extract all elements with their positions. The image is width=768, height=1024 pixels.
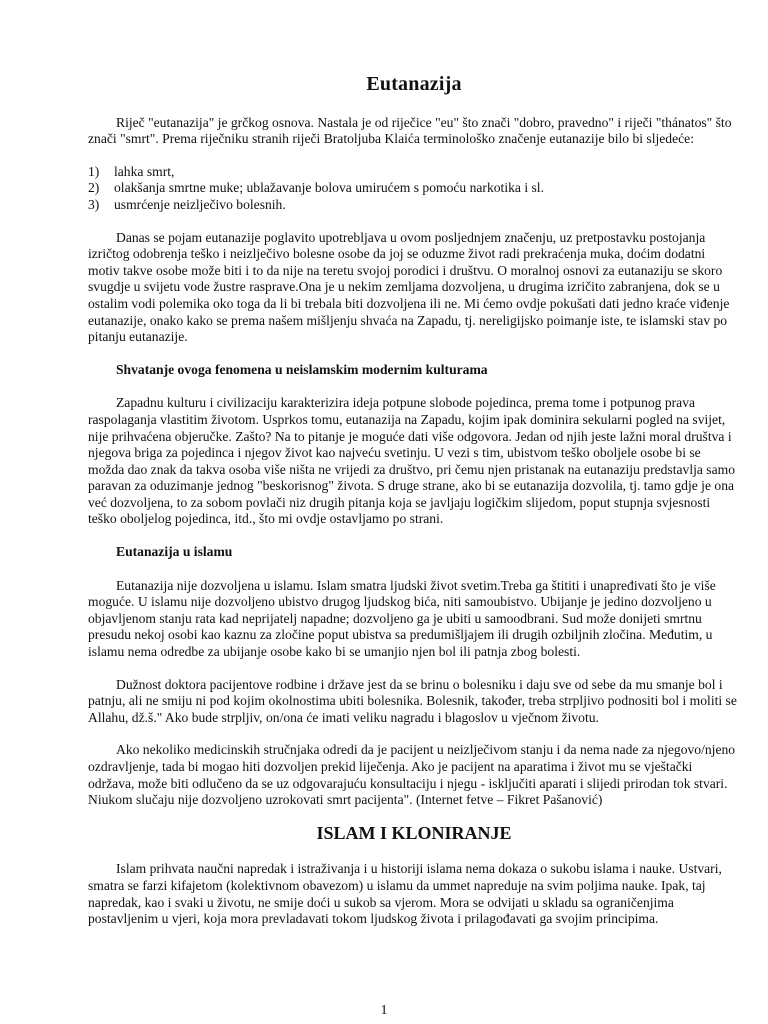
- list-item-number: 2): [88, 180, 100, 196]
- list-item-text: usmrćenje neizlječivo bolesnih.: [114, 196, 286, 212]
- list-item-number: 3): [88, 196, 100, 212]
- list-item: [88, 197, 740, 214]
- list-item-text: olakšanja smrtne muke; ublažavanje bolova umirućem s pomoću narkotika i sl.: [114, 180, 544, 196]
- definition-list: [88, 164, 740, 214]
- paragraph-doctor-duty: Dužnost doktora pacijentove rodbine i države jest da se brinu o bolesniku i daju sve od sebe da mu smanje bol i patnju, ali ne smiju ni pod kojim okolnostima ubiti bolesnika. Bolesnik, također, treba strpljivo podnositi bol i moliti se Allahu, dž.š." Ako bude strpljiv, on/ona će imati veliku nagradu i blagoslov u vječnom životu.: [88, 676, 737, 725]
- paragraph-cloning: Islam prihvata naučni napredak i istraživanja i u historiji islama nema dokaza o sukobu islama i nauke. Ustvari, smatra se farzi kifajetom (kolektivnom obavezom) u islamu da ummet napreduje na svim poljima nauke. Ipak, taj napredak, kao i svaki u životu, ne smije doći u sukob sa vjerom. Mora se odvijati u skladu sa ograničenjima postavljenim u vjeri, koja mora prevladavati tokom ljudskog života i prilagođavati ga svojim principima.: [88, 861, 722, 927]
- section-heading-islam: Eutanazija u islamu: [116, 544, 233, 560]
- page-number: 1: [380, 1003, 388, 1018]
- list-item: [88, 164, 740, 181]
- paragraph-modern-meaning: Danas se pojam eutanazije poglavito upotrebljava u ovom posljednjem značenju, uz pretpostavku postojanja izričtog odobrenja teško i neizlječivo bolesne osobe da joj se oduzme život radi prekraćenja muka, doćim dodatni motiv takve osobe može biti i to da nije na teretu svojoj porodici i društvu. O moralnoj osnovi za eutanaziju se skoro svugdje u svijetu vode žustre rasprave.Ona je u nekim zemljama dozvoljena, u drugima izričito zabranjena, dok se u ostalim vodi polemika oko toga da li bi trebala biti dozvoljena ili ne. Mi ćemo ovdje pokušati dati jedno kraće viđenje eutanazije, onako kako se prema našem mišljenju shvaća na Zapadu, tj. nereligijsko poimanje iste, te islamski stav po pitanju eutanazije.: [88, 229, 730, 345]
- list-item-number: 1): [88, 163, 100, 179]
- section-heading-western: Shvatanje ovoga fenomena u neislamskim modernim kulturama: [116, 361, 488, 377]
- intro-paragraph: Riječ "eutanazija" je grčkog osnova. Nastala je od riječice "eu" što znači "dobro, pravedno" i riječi "thánatos" što znači "smrt". Prema riječniku stranih riječi Bratoljuba Klaića terminološko značenje eutanazije bilo bi sljedeće:: [88, 114, 732, 147]
- section-title-cloning: ISLAM I KLONIRANJE: [316, 822, 512, 843]
- paragraph-medical-experts: Ako nekoliko medicinskih stručnjaka odredi da je pacijent u neizlječivom stanju i da nema nade za njegovo/njeno ozdravljenje, tada bi mogao hiti dozvoljen prekid liječenja. Ako je pacijent na aparatima i život mu se vještački održava, može biti odlučeno da se uz odgovarajuću konsultaciju i njegu - isključiti aparati i slijedi prirodan tok stvari. Niukom slučaju nije dozvoljeno uzrokovati smrt pacijenta". (Internet fetve – Fikret Pašanović): [88, 742, 736, 808]
- paragraph-western-view: Zapadnu kulturu i civilizaciju karakterizira ideja potpune slobode pojedinca, prema tome i potpunog prava raspolaganja vlastitim životom. Usprkos tomu, eutanazija na Zapadu, kojim ipak dominira sekularni pogled na svijet, nije prihvaćena objeručke. Zašto? Na to pitanje je moguće dati više odgovora. Jedan od njih jeste lažni moral društva i njegova briga za pojedinca i njegov život kao najveću svetinju. U vezi s tim, ubistvom teško oboljele osobe bi se možda dao znak da takva osoba više ništa ne vrijedi za društvo, pri čemu njen pristanak na eutanaziju predstavlja samo paravan za oduzimanje jednog "beskorisnog" života. S druge strane, ako bi se eutanazija dozvolila, tj. tamo gdje je ona već dozvoljena, to za sobom povlači niz drugih pitanja koja se javljaju logičkim slijedom, poput stupnja svjesnosti teško oboljelog pojedinca, itd., što mi ovdje ostavljamo po strani.: [88, 395, 735, 527]
- list-item-text: lahka smrt,: [114, 163, 175, 179]
- document-body: [88, 68, 740, 944]
- list-item: [88, 180, 740, 197]
- paragraph-islam-view: Eutanazija nije dozvoljena u islamu. Islam smatra ljudski život svetim.Treba ga štititi i unapređivati što je više moguće. U islamu nije dozvoljeno ubistvo drugog ljudskog bića, niti samoubistvo. Ubijanje je jedino dozvoljeno u objavljenom stanju rata kad neprijatelj napadne; dozvoljeno ga je ubiti u samoodbrani. Sud može donijeti smrtnu presudu nekoj osobi kao kaznu za zločine poput ubistva sa predumišljajem ili drugih ozbiljnih zločina. Međutim, u islamu nema odredbe za ubijanje osobe kako bi se umanjio njen bol ili patnja zbog bolesti.: [88, 577, 716, 660]
- document-title: Eutanazija: [366, 73, 462, 95]
